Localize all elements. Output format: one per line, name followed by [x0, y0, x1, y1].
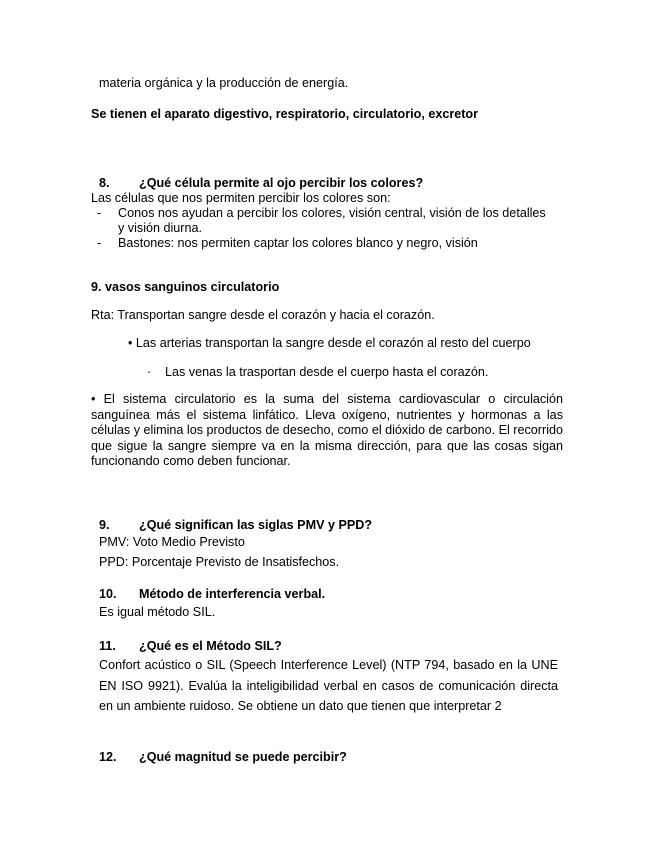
q10-number: 10. [99, 587, 117, 601]
q10-question: Método de interferencia verbal. [139, 587, 326, 601]
q11-question: ¿Qué es el Método SIL? [139, 639, 282, 653]
q8-question: ¿Qué célula permite al ojo percibir los colores? [139, 176, 424, 190]
q9b-line2: PPD: Porcentaje Previsto de Insatisfechos. [99, 555, 340, 569]
q9a-bullet-venas: Las venas la trasportan desde el cuerpo hasta el corazón. [165, 365, 489, 379]
q11-number: 11. [99, 639, 116, 653]
q8-bullet-1-line2: y visión diurna. [118, 221, 202, 235]
q12-number: 12. [99, 750, 117, 764]
q9b-number: 9. [99, 518, 110, 532]
systems-line: Se tienen el aparato digestivo, respiratorio, circulatorio, excretor [91, 107, 479, 121]
q12-question: ¿Qué magnitud se puede percibir? [139, 750, 347, 764]
q8-bullet-marker: - [97, 236, 102, 250]
q9b-question: ¿Qué significan las siglas PMV y PPD? [139, 518, 373, 532]
q9b-line1: PMV: Voto Medio Previsto [99, 535, 245, 549]
intro-line: materia orgánica y la producción de energía. [99, 76, 349, 90]
q9a-heading: 9. vasos sanguinos circulatorio [91, 280, 280, 294]
q9a-bullet2-marker: · [147, 365, 152, 379]
q8-number: 8. [99, 176, 110, 190]
q10-answer: Es igual método SIL. [99, 605, 216, 619]
q9a-paragraph: • El sistema circulatorio es la suma del sistema cardiovascular o circulación sanguínea más el sistema linfático. Lleva oxígeno, nutrientes y hormonas a las células y elimina los productos de desecho, como el dióxido de carbono. El recorrido que sigue la sangre siempre va en la misma dirección, para que las cosas sigan funcionando como deben funcionar. [91, 392, 563, 469]
q8-bullet-marker: - [97, 206, 102, 220]
q8-bullet-1-line1: Conos nos ayudan a percibir los colores, visión central, visión de los detalles [118, 206, 546, 220]
q9a-bullet-arterias: • Las arterias transportan la sangre desde el corazón al resto del cuerpo [128, 336, 531, 350]
q8-bullet-2-line1: Bastones: nos permiten captar los colores blanco y negro, visión [118, 236, 478, 250]
q11-answer: Confort acústico o SIL (Speech Interference Level) (NTP 794, basado en la UNE EN ISO 9921). Evalúa la inteligibilidad verbal en casos de comunicación directa en un ambiente ruidoso. Se obtiene un dato que tienen que interpretar 2 [99, 658, 558, 713]
q8-intro: Las células que nos permiten percibir los colores son: [91, 191, 391, 205]
q9a-answer: Rta: Transportan sangre desde el corazón y hacia el corazón. [91, 308, 435, 322]
